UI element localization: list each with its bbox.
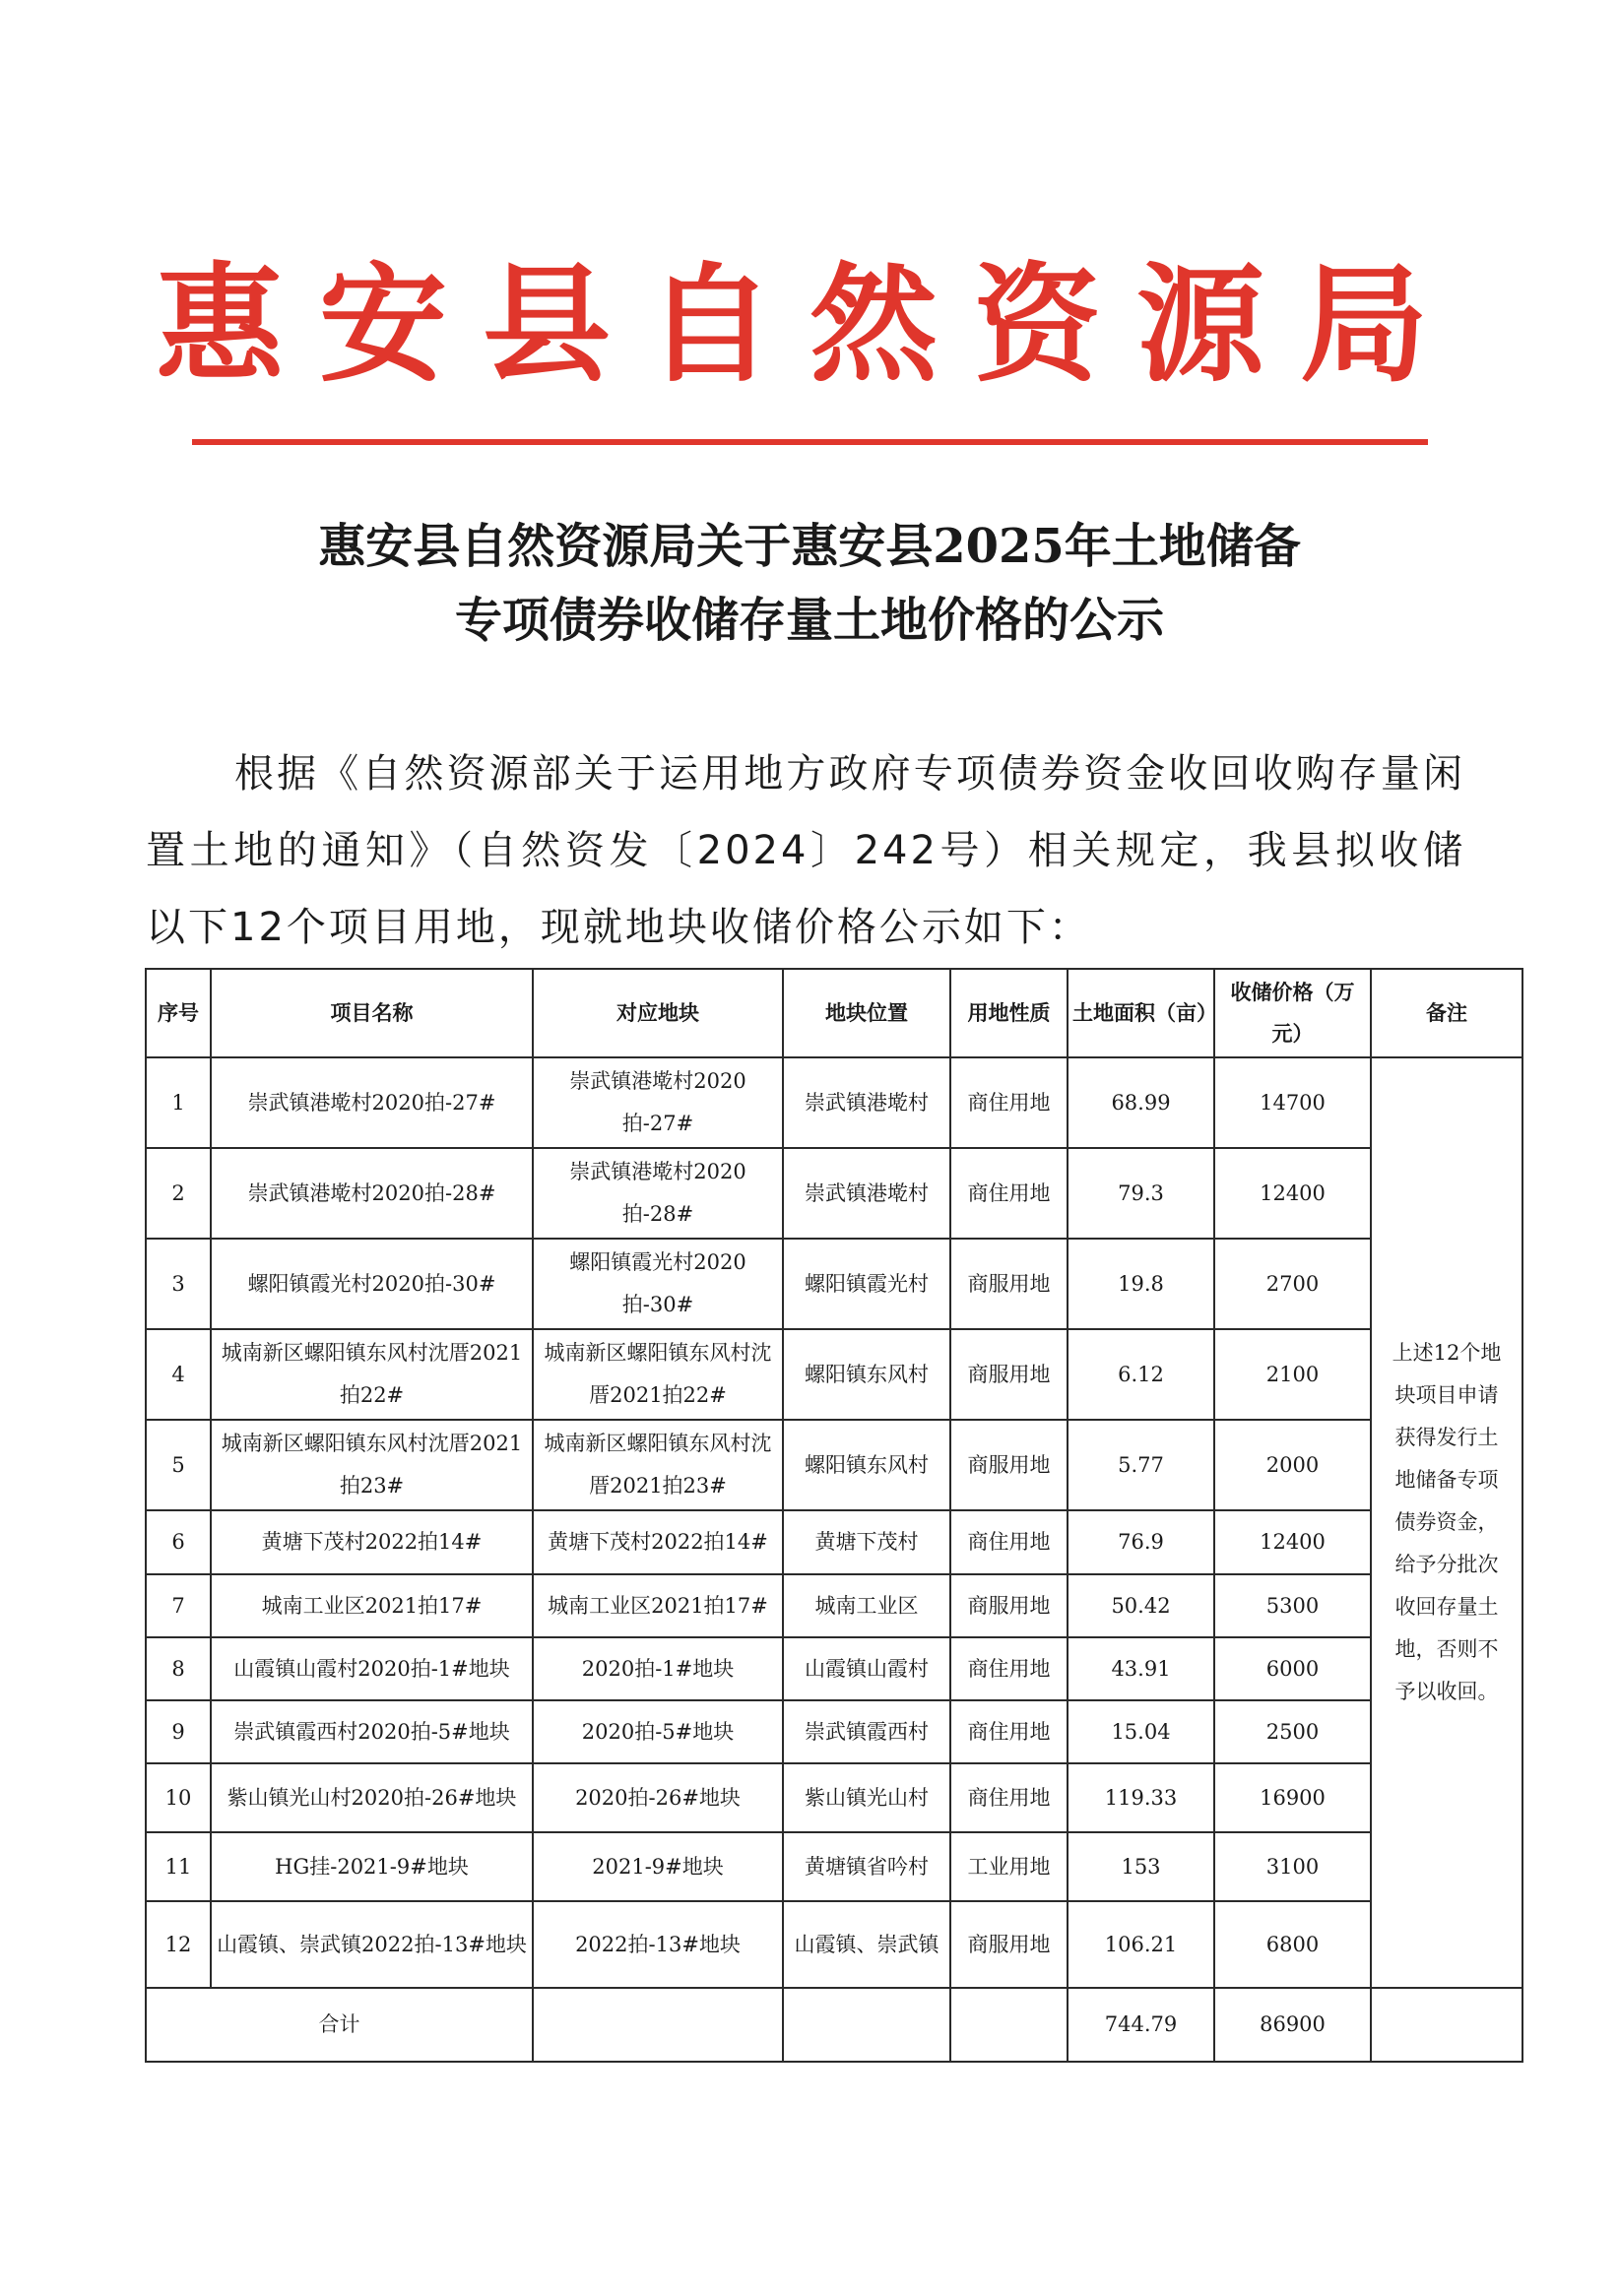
cell-use: 商服用地 <box>950 1329 1068 1420</box>
cell-seq: 7 <box>146 1574 211 1637</box>
cell-location: 黄塘下茂村 <box>783 1510 950 1574</box>
cell-price: 5300 <box>1214 1574 1371 1637</box>
cell-seq: 11 <box>146 1832 211 1901</box>
cell-name: 山霞镇山霞村2020拍-1#地块 <box>211 1637 533 1700</box>
cell-location: 山霞镇山霞村 <box>783 1637 950 1700</box>
cell-area: 43.91 <box>1068 1637 1214 1700</box>
table-row <box>146 1901 1522 1988</box>
header-area: 土地面积（亩） <box>1068 969 1214 1057</box>
cell-plot: 2020拍-1#地块 <box>533 1637 783 1700</box>
cell-price: 2100 <box>1214 1329 1371 1420</box>
header-plot: 对应地块 <box>533 969 783 1057</box>
cell-name: 崇武镇港墘村2020拍-28# <box>211 1148 533 1239</box>
table-row <box>146 1148 1522 1239</box>
cell-area: 119.33 <box>1068 1763 1214 1832</box>
cell-plot: 2020拍-26#地块 <box>533 1763 783 1832</box>
cell-plot: 2020拍-5#地块 <box>533 1700 783 1763</box>
cell-plot: 崇武镇港墘村2020拍-28# <box>533 1148 783 1239</box>
cell-location: 螺阳镇东风村 <box>783 1420 950 1510</box>
cell-name: 螺阳镇霞光村2020拍-30# <box>211 1239 533 1329</box>
cell-plot: 崇武镇港墘村2020拍-27# <box>533 1057 783 1148</box>
notice-title-line-1: 惠安县自然资源局关于惠安县2025年土地储备 <box>318 519 1301 574</box>
cell-total-price: 86900 <box>1214 1988 1371 2062</box>
cell-use: 商服用地 <box>950 1901 1068 1988</box>
cell-plot: 黄塘下茂村2022拍14# <box>533 1510 783 1574</box>
cell-use: 商住用地 <box>950 1510 1068 1574</box>
cell-name: 山霞镇、崇武镇2022拍-13#地块 <box>211 1901 533 1988</box>
cell-area: 76.9 <box>1068 1510 1214 1574</box>
cell-price: 6800 <box>1214 1901 1371 1988</box>
cell-seq: 1 <box>146 1057 211 1148</box>
header-use: 用地性质 <box>950 969 1068 1057</box>
cell-area: 15.04 <box>1068 1700 1214 1763</box>
cell-seq: 8 <box>146 1637 211 1700</box>
cell-area: 6.12 <box>1068 1329 1214 1420</box>
cell-location: 螺阳镇东风村 <box>783 1329 950 1420</box>
cell-price: 2000 <box>1214 1420 1371 1510</box>
cell-seq: 6 <box>146 1510 211 1574</box>
intro-paragraph: 根据《自然资源部关于运用地方政府专项债券资金收回收购存量闲置土地的通知》（自然资发〔2024〕242号）相关规定，我县拟收储以下12个项目用地，现就地块收储价格公示如下： <box>146 751 1465 950</box>
table-row <box>146 1574 1522 1637</box>
cell-name: 城南新区螺阳镇东风村沈厝2021拍22# <box>211 1329 533 1420</box>
table-row <box>146 1510 1522 1574</box>
cell-price: 3100 <box>1214 1832 1371 1901</box>
table-row <box>146 1239 1522 1329</box>
cell-plot: 城南新区螺阳镇东风村沈厝2021拍22# <box>533 1329 783 1420</box>
cell-price: 12400 <box>1214 1148 1371 1239</box>
cell-area: 68.99 <box>1068 1057 1214 1148</box>
cell-plot: 城南新区螺阳镇东风村沈厝2021拍23# <box>533 1420 783 1510</box>
cell-seq: 10 <box>146 1763 211 1832</box>
cell-use: 商住用地 <box>950 1148 1068 1239</box>
cell-plot: 2022拍-13#地块 <box>533 1901 783 1988</box>
table-row <box>146 1700 1522 1763</box>
cell-plot: 2021-9#地块 <box>533 1832 783 1901</box>
table-row <box>146 1329 1522 1420</box>
cell-plot: 城南工业区2021拍17# <box>533 1574 783 1637</box>
cell-seq: 12 <box>146 1901 211 1988</box>
cell-seq: 2 <box>146 1148 211 1239</box>
cell-name: 紫山镇光山村2020拍-26#地块 <box>211 1763 533 1832</box>
cell-total-area: 744.79 <box>1068 1988 1214 2062</box>
land-price-table <box>145 968 1523 2063</box>
table-row <box>146 1763 1522 1832</box>
cell-seq: 9 <box>146 1700 211 1763</box>
cell-area: 153 <box>1068 1832 1214 1901</box>
header-note: 备注 <box>1371 969 1522 1057</box>
letterhead-red-rule <box>192 439 1428 445</box>
cell-use: 工业用地 <box>950 1832 1068 1901</box>
cell-area: 79.3 <box>1068 1148 1214 1239</box>
cell-price: 12400 <box>1214 1510 1371 1574</box>
header-price: 收储价格（万元） <box>1214 969 1371 1057</box>
table-row <box>146 1057 1522 1148</box>
cell-use: 商住用地 <box>950 1700 1068 1763</box>
table-row <box>146 1832 1522 1901</box>
cell-seq: 3 <box>146 1239 211 1329</box>
cell-name: 城南工业区2021拍17# <box>211 1574 533 1637</box>
cell-use: 商服用地 <box>950 1239 1068 1329</box>
cell-area: 5.77 <box>1068 1420 1214 1510</box>
cell-location: 山霞镇、崇武镇 <box>783 1901 950 1988</box>
cell-use: 商住用地 <box>950 1763 1068 1832</box>
cell-empty <box>533 1988 783 2062</box>
table-row <box>146 1637 1522 1700</box>
cell-price: 2500 <box>1214 1700 1371 1763</box>
cell-seq: 4 <box>146 1329 211 1420</box>
cell-name: 黄塘下茂村2022拍14# <box>211 1510 533 1574</box>
cell-price: 6000 <box>1214 1637 1371 1700</box>
table-total-row <box>146 1988 1522 2062</box>
cell-location: 紫山镇光山村 <box>783 1763 950 1832</box>
header-location: 地块位置 <box>783 969 950 1057</box>
cell-name: 城南新区螺阳镇东风村沈厝2021拍23# <box>211 1420 533 1510</box>
cell-empty <box>950 1988 1068 2062</box>
cell-price: 14700 <box>1214 1057 1371 1148</box>
cell-total-label: 合计 <box>146 1988 533 2062</box>
cell-location: 螺阳镇霞光村 <box>783 1239 950 1329</box>
cell-location: 崇武镇霞西村 <box>783 1700 950 1763</box>
notice-title-line-2: 专项债券收储存量土地价格的公示 <box>454 593 1164 648</box>
cell-use: 商服用地 <box>950 1420 1068 1510</box>
cell-note: 上述12个地块项目申请获得发行土地储备专项债券资金，给予分批次收回存量土地，否则不予以收回。 <box>1371 1057 1522 1988</box>
cell-plot: 螺阳镇霞光村2020拍-30# <box>533 1239 783 1329</box>
cell-empty <box>1371 1988 1522 2062</box>
cell-location: 崇武镇港墘村 <box>783 1148 950 1239</box>
cell-location: 城南工业区 <box>783 1574 950 1637</box>
cell-price: 2700 <box>1214 1239 1371 1329</box>
cell-use: 商住用地 <box>950 1057 1068 1148</box>
table-row <box>146 1420 1522 1510</box>
cell-price: 16900 <box>1214 1763 1371 1832</box>
cell-location: 黄塘镇省吟村 <box>783 1832 950 1901</box>
cell-name: 崇武镇港墘村2020拍-27# <box>211 1057 533 1148</box>
header-seq: 序号 <box>146 969 211 1057</box>
table-header-row <box>146 969 1522 1057</box>
cell-use: 商住用地 <box>950 1637 1068 1700</box>
cell-use: 商服用地 <box>950 1574 1068 1637</box>
cell-empty <box>783 1988 950 2062</box>
letterhead-title: 惠安县自然资源局 <box>155 249 1463 400</box>
cell-name: HG挂-2021-9#地块 <box>211 1832 533 1901</box>
header-name: 项目名称 <box>211 969 533 1057</box>
cell-seq: 5 <box>146 1420 211 1510</box>
cell-area: 106.21 <box>1068 1901 1214 1988</box>
cell-area: 50.42 <box>1068 1574 1214 1637</box>
cell-area: 19.8 <box>1068 1239 1214 1329</box>
cell-location: 崇武镇港墘村 <box>783 1057 950 1148</box>
cell-name: 崇武镇霞西村2020拍-5#地块 <box>211 1700 533 1763</box>
